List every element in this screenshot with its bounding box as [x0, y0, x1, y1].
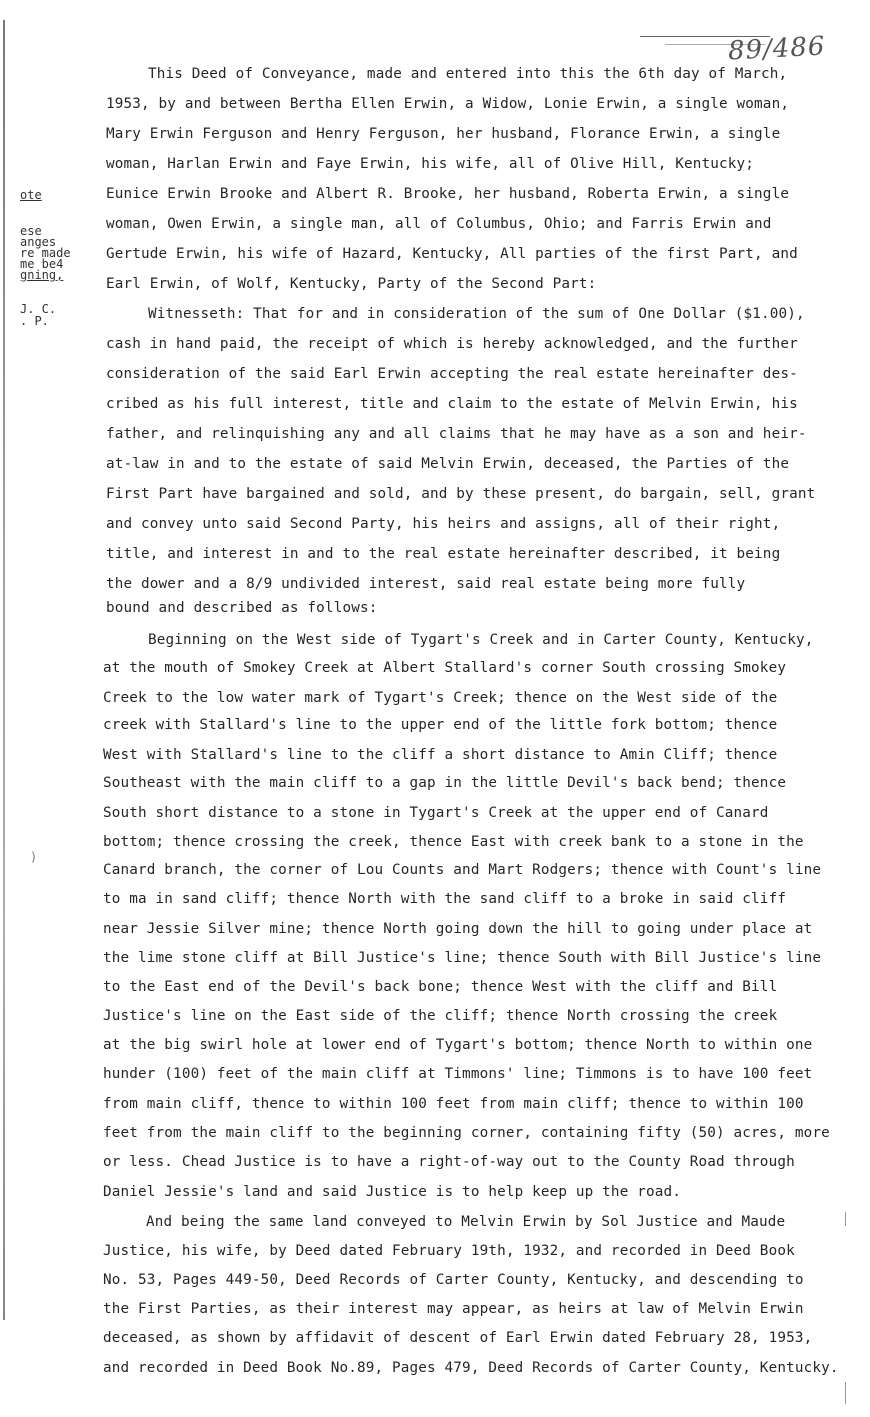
deed-line: Mary Erwin Ferguson and Henry Ferguson, her husband, Florance Erwin, a single: [106, 126, 781, 142]
margin-note-5: me be4: [20, 257, 64, 271]
deed-line: cribed as his full interest, title and claim to the estate of Melvin Erwin, his: [106, 396, 798, 412]
deed-line: and recorded in Deed Book No.89, Pages 479, Deed Records of Carter County, Kentucky.: [103, 1360, 839, 1376]
margin-note-4: re made: [20, 246, 71, 260]
deed-line: Canard branch, the corner of Lou Counts and Mart Rodgers; thence with Count's line: [103, 862, 822, 878]
deed-line: bound and described as follows:: [106, 600, 378, 616]
deed-line: Daniel Jessie's land and said Justice is to help keep up the road.: [103, 1184, 681, 1200]
deed-line: South short distance to a stone in Tygart's Creek at the upper end of Canard: [103, 805, 769, 821]
deed-line: cash in hand paid, the receipt of which is hereby acknowledged, and the further: [106, 336, 798, 352]
deed-line: at the mouth of Smokey Creek at Albert Stallard's corner South crossing Smokey: [103, 660, 787, 676]
scan-mark-right: [845, 1212, 846, 1226]
margin-note-1: ote: [20, 188, 42, 202]
deed-line: or less. Chead Justice is to have a right-of-way out to the County Road through: [103, 1154, 795, 1170]
deed-line: the dower and a 8/9 undivided interest, said real estate being more fully: [106, 576, 746, 592]
deed-line: No. 53, Pages 449-50, Deed Records of Carter County, Kentucky, and descending to: [103, 1272, 804, 1288]
deed-line: Eunice Erwin Brooke and Albert R. Brooke, her husband, Roberta Erwin, a single: [106, 186, 790, 202]
margin-note-2: ese: [20, 224, 42, 238]
deed-line: Beginning on the West side of Tygart's Creek and in Carter County, Kentucky,: [148, 632, 814, 648]
deed-line: bottom; thence crossing the creek, thence East with creek bank to a stone in the: [103, 834, 804, 850]
deed-line: Justice, his wife, by Deed dated February 19th, 1932, and recorded in Deed Book: [103, 1243, 795, 1259]
deed-line: to ma in sand cliff; thence North with the sand cliff to a broke in said cliff: [103, 891, 787, 907]
deed-line: near Jessie Silver mine; thence North going down the hill to going under place at: [103, 921, 813, 937]
deed-line: at-law in and to the estate of said Melvin Erwin, deceased, the Parties of the: [106, 456, 790, 472]
deed-line: woman, Harlan Erwin and Faye Erwin, his wife, all of Olive Hill, Kentucky;: [106, 156, 755, 172]
deed-line: Creek to the low water mark of Tygart's Creek; thence on the West side of the: [103, 690, 778, 706]
handwritten-reference-number: 89/486: [727, 31, 827, 67]
margin-note-3: anges: [20, 235, 57, 249]
margin-initials-1: J. C.: [20, 302, 57, 316]
deed-line: Justice's line on the East side of the cliff; thence North crossing the creek: [103, 1008, 778, 1024]
margin-initials-2: . P.: [20, 314, 49, 328]
deed-line: Gertude Erwin, his wife of Hazard, Kentucky, All parties of the first Part, and: [106, 246, 798, 262]
deed-line: woman, Owen Erwin, a single man, all of Columbus, Ohio; and Farris Erwin and: [106, 216, 772, 232]
deed-line: the First Parties, as their interest may appear, as heirs at law of Melvin Erwin: [103, 1301, 804, 1317]
deed-line: deceased, as shown by affidavit of descent of Earl Erwin dated February 28, 1953,: [103, 1330, 813, 1346]
deed-line: from main cliff, thence to within 100 feet from main cliff; thence to within 100: [103, 1096, 804, 1112]
deed-line: title, and interest in and to the real estate hereinafter described, it being: [106, 546, 781, 562]
margin-note-6: gning,: [20, 268, 64, 282]
deed-line: consideration of the said Earl Erwin accepting the real estate hereinafter des-: [106, 366, 798, 382]
scan-edge: [3, 20, 5, 1320]
deed-line: 1953, by and between Bertha Ellen Erwin, a Widow, Lonie Erwin, a single woman,: [106, 96, 790, 112]
deed-line: And being the same land conveyed to Melvin Erwin by Sol Justice and Maude: [146, 1214, 786, 1230]
deed-line: at the big swirl hole at lower end of Tygart's bottom; thence North to within one: [103, 1037, 813, 1053]
deed-line: feet from the main cliff to the beginning corner, containing fifty (50) acres, more: [103, 1125, 830, 1141]
deed-line: father, and relinquishing any and all claims that he may have as a son and heir-: [106, 426, 807, 442]
scan-mark-right-bottom: [845, 1382, 846, 1404]
scan-mark: ): [30, 850, 38, 864]
deed-line: Witnesseth: That for and in consideration of the sum of One Dollar ($1.00),: [148, 306, 805, 322]
deed-line: First Part have bargained and sold, and by these present, do bargain, sell, grant: [106, 486, 816, 502]
deed-line: This Deed of Conveyance, made and entered into this the 6th day of March,: [148, 66, 788, 82]
deed-line: Southeast with the main cliff to a gap in the little Devil's back bend; thence: [103, 775, 787, 791]
deed-line: and convey unto said Second Party, his heirs and assigns, all of their right,: [106, 516, 781, 532]
deed-line: hunder (100) feet of the main cliff at Timmons' line; Timmons is to have 100 feet: [103, 1066, 813, 1082]
deed-line: to the East end of the Devil's back bone; thence West with the cliff and Bill: [103, 979, 778, 995]
deed-line: the lime stone cliff at Bill Justice's line; thence South with Bill Justice's line: [103, 950, 822, 966]
deed-line: West with Stallard's line to the cliff a short distance to Amin Cliff; thence: [103, 747, 778, 763]
deed-line: creek with Stallard's line to the upper end of the little fork bottom; thence: [103, 717, 778, 733]
deed-line: Earl Erwin, of Wolf, Kentucky, Party of the Second Part:: [106, 276, 597, 292]
